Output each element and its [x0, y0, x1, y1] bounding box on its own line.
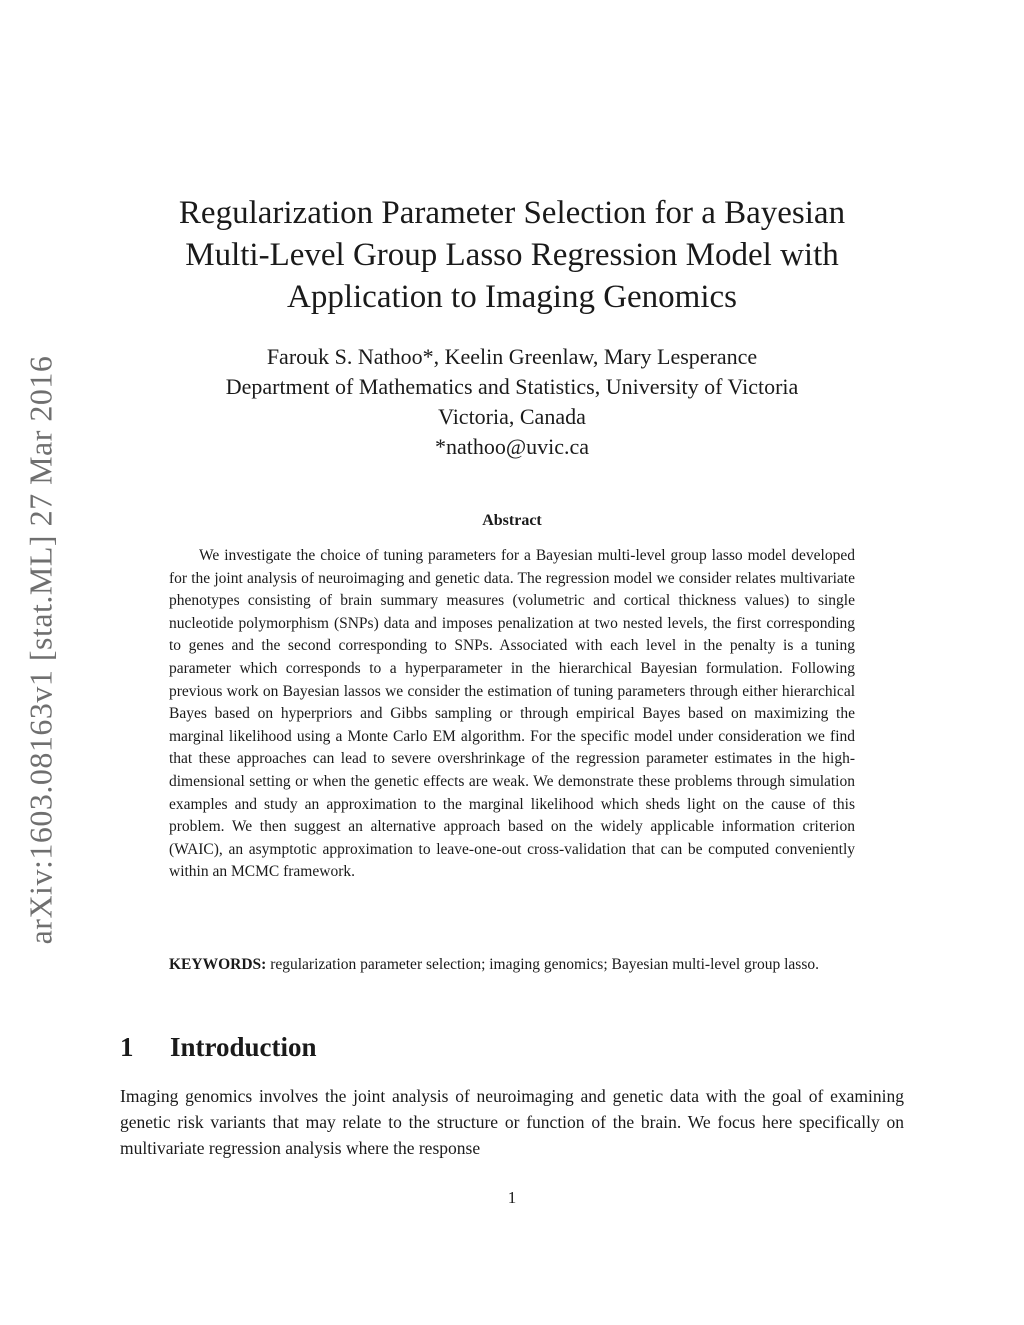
arxiv-identifier-stamp: arXiv:1603.08163v1 [stat.ML] 27 Mar 2016	[22, 355, 59, 945]
section-title: Introduction	[170, 1032, 317, 1062]
section-heading	[120, 1032, 317, 1063]
author-affiliation: Department of Mathematics and Statistics, University of Victoria	[225, 374, 799, 399]
abstract-heading: Abstract	[482, 512, 542, 529]
page-number: 1	[507, 1188, 517, 1207]
author-location: Victoria, Canada	[438, 404, 586, 429]
keywords	[169, 954, 855, 977]
title-line-1: Regularization Parameter Selection for a Bayesian	[178, 195, 846, 231]
title-line-3: Application to Imaging Genomics	[287, 279, 737, 315]
section-number: 1	[120, 1032, 134, 1062]
author-names: Farouk S. Nathoo*, Keelin Greenlaw, Mary Lesperance	[266, 344, 758, 369]
keywords-label: KEYWORDS:	[169, 956, 267, 973]
keywords-text: regularization parameter selection; imaging genomics; Bayesian multi-level group lasso.	[270, 956, 819, 973]
author-block	[120, 342, 904, 462]
abstract-text: We investigate the choice of tuning parameters for a Bayesian multi-level group lasso model developed for the joint analysis of neuroimaging and genetic data. The regression model we consider relates multivariate phenotypes consisting of brain summary measures (volumetric and cortical thickness values) to single nucleotide polymorphism (SNPs) data and imposes penalization at two nested levels, the first corresponding to genes and the second corresponding to SNPs. Associated with each level in the penalty is a tuning parameter which corresponds to a hyperparameter in the hierarchical Bayesian formulation. Following previous work on Bayesian lassos we consider the estimation of tuning parameters through either hierarchical Bayes based on hyperpriors and Gibbs sampling or through empirical Bayes based on maximizing the marginal likelihood using a Monte Carlo EM algorithm. For the specific model under consideration we find that these approaches can lead to severe overshrinkage of the regression parameter estimates in the high-dimensional setting or when the genetic effects are weak. We demonstrate these problems through simulation examples and study an approximation to the marginal likelihood which sheds light on the cause of this problem. We then suggest an alternative approach based on the widely applicable information criterion (WAIC), an asymptotic approximation to leave-one-out cross-validation that can be computed conveniently within an MCMC framework.	[169, 547, 855, 881]
title-line-2: Multi-Level Group Lasso Regression Model with	[185, 237, 839, 273]
introduction-paragraph: Imaging genomics involves the joint analysis of neuroimaging and genetic data with the goal of examining genetic risk variants that may relate to the structure or function of the brain. We focus here specifically on multivariate regression analysis where the response	[120, 1086, 904, 1158]
author-email: *nathoo@uvic.ca	[434, 434, 590, 459]
paper-title	[120, 192, 904, 318]
